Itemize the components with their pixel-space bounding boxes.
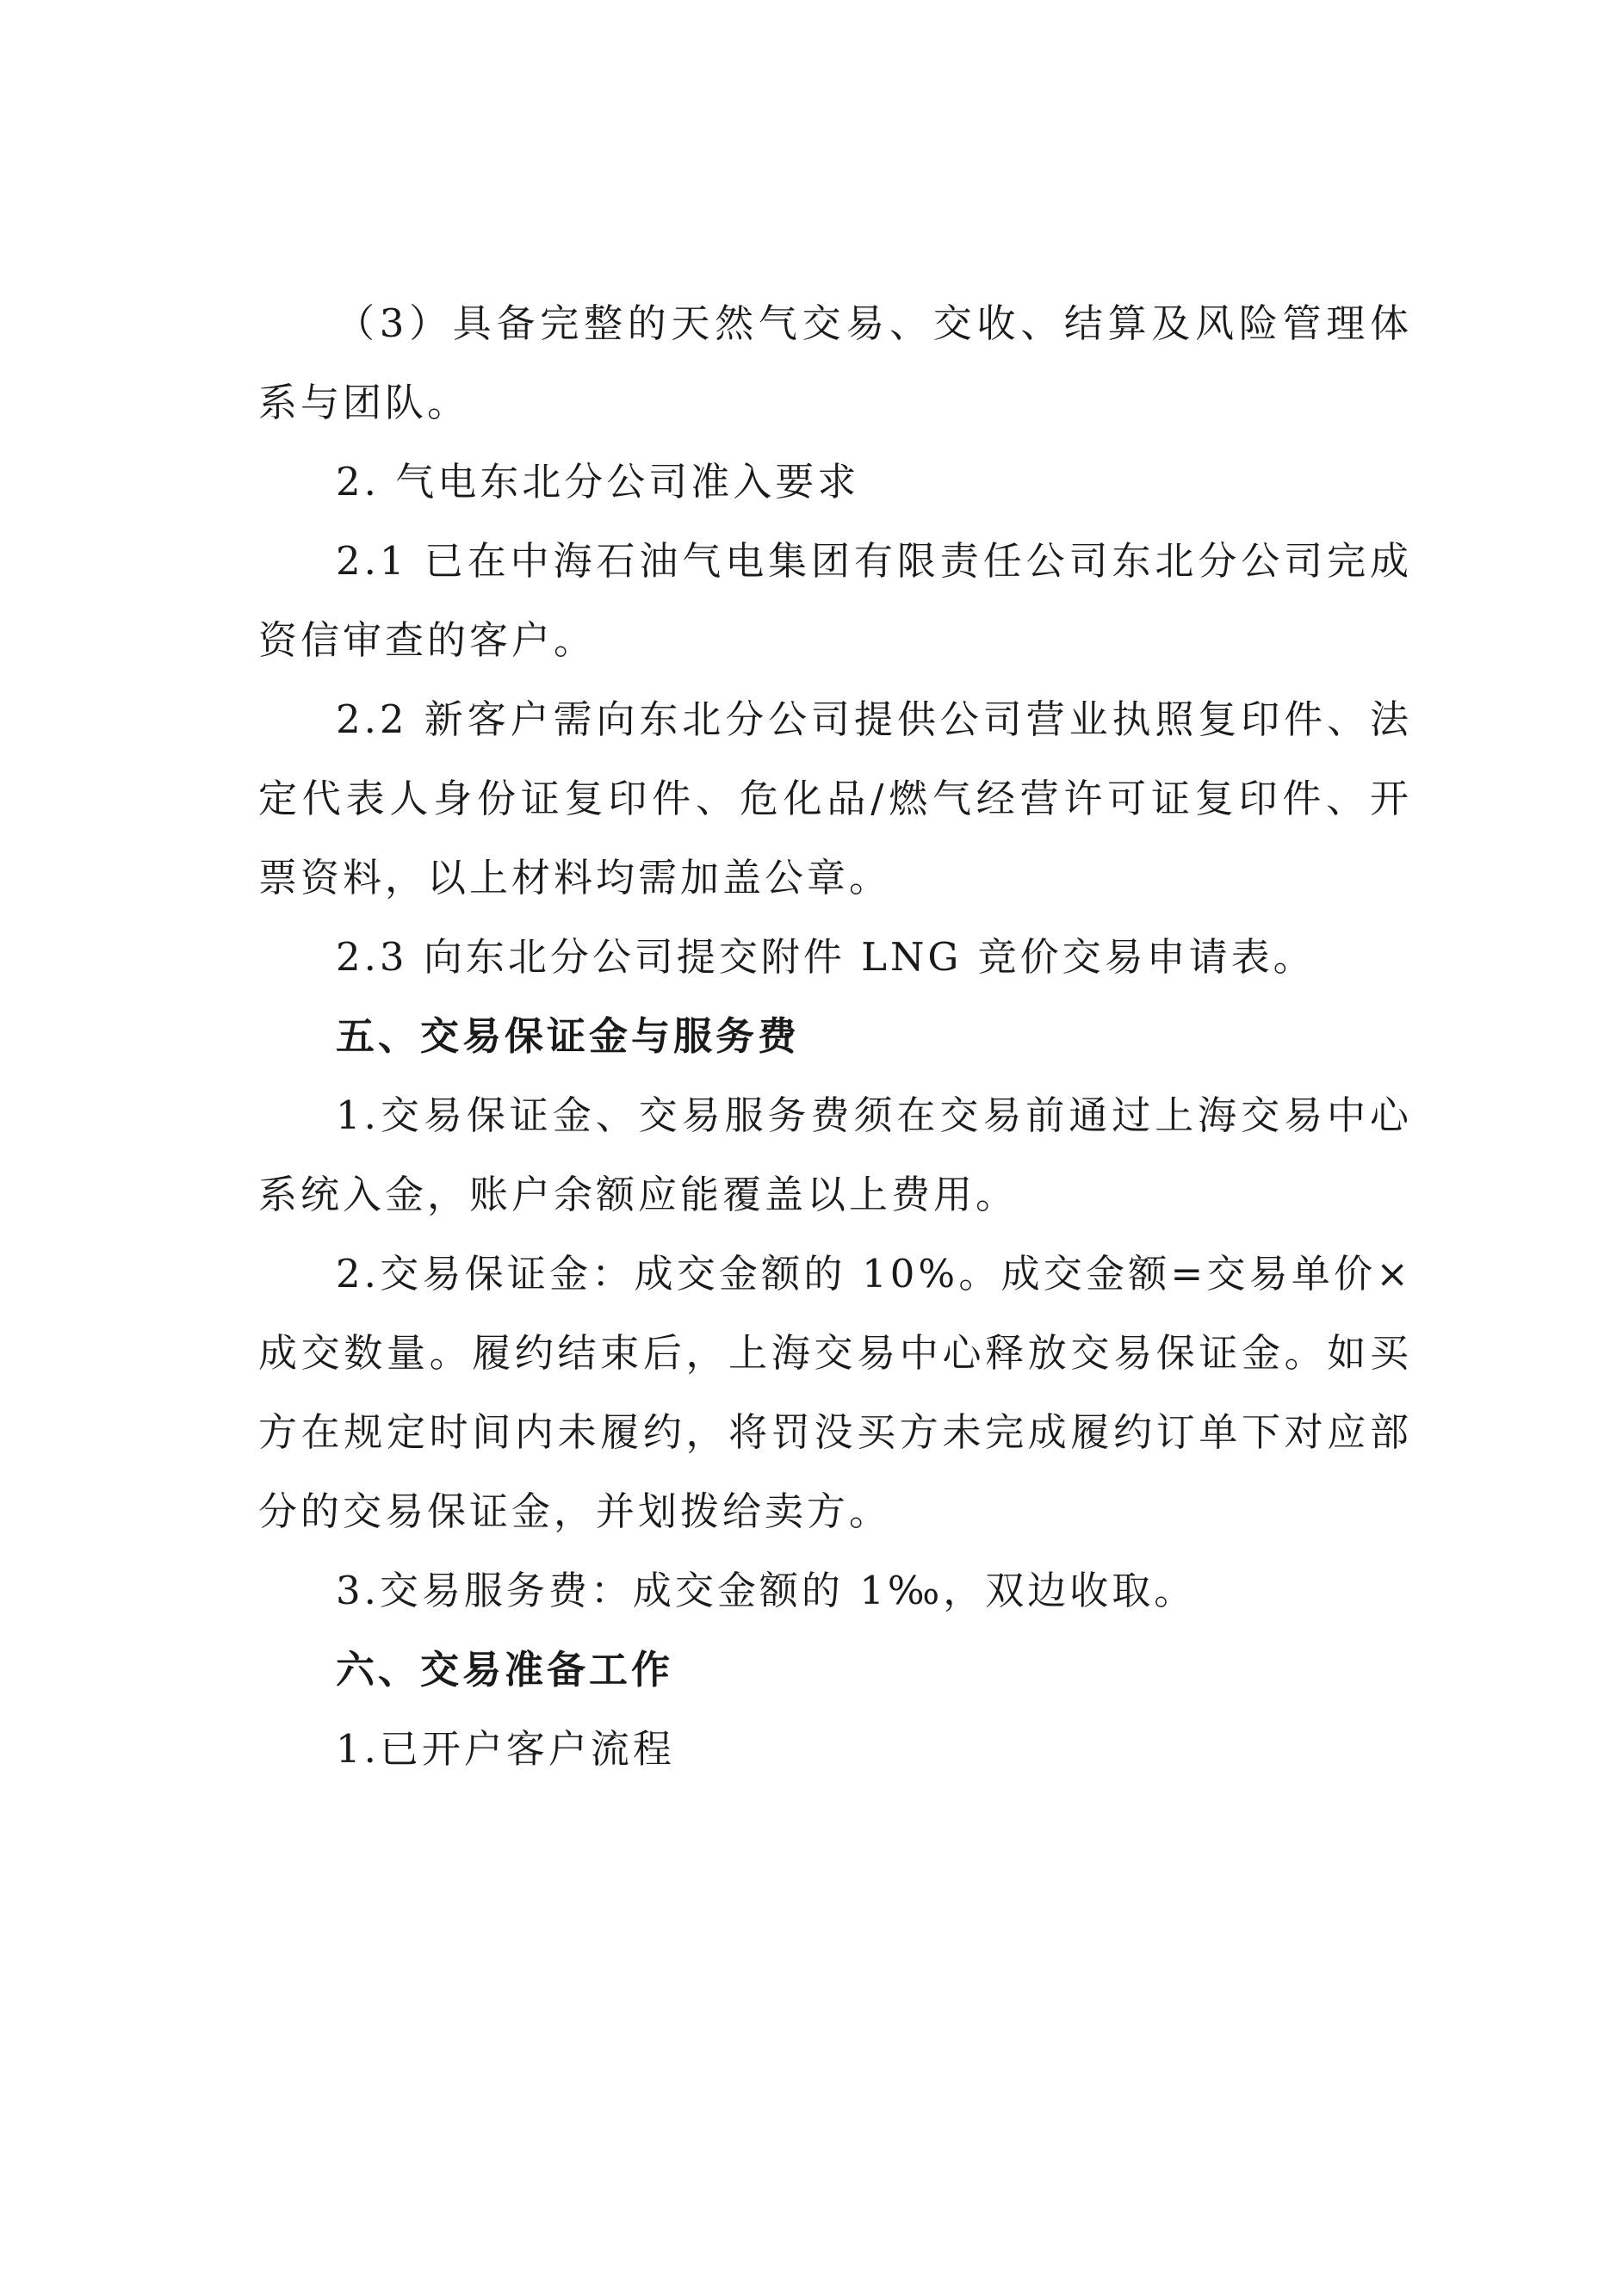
paragraph-5-2: 2.交易保证金：成交金额的 10%。成交金额=交易单价×成交数量。履约结束后，上海交易中心释放交易保证金。如买方在规定时间内未履约，将罚没买方未完成履约订单下对应部分的交易保证金，并划拨给卖方。 bbox=[258, 1251, 1412, 1534]
paragraph-5-3: 3.交易服务费：成交金额的 1‰，双边收取。 bbox=[336, 1568, 1197, 1613]
paragraph-5-1: 1.交易保证金、交易服务费须在交易前通过上海交易中心系统入金，账户余额应能覆盖以上费用。 bbox=[258, 1092, 1412, 1217]
paragraph-2-3: 2.3 向东北分公司提交附件 LNG 竞价交易申请表。 bbox=[336, 934, 1316, 980]
paragraph-requirement-3: （3）具备完整的天然气交易、交收、结算及风险管理体系与团队。 bbox=[258, 300, 1412, 425]
document-body bbox=[258, 284, 1412, 1789]
paragraph-2-2: 2.2 新客户需向东北分公司提供公司营业执照复印件、法定代表人身份证复印件、危化品/燃气经营许可证复印件、开票资料，以上材料均需加盖公章。 bbox=[258, 696, 1412, 900]
paragraph-2-1: 2.1 已在中海石油气电集团有限责任公司东北分公司完成资信审查的客户。 bbox=[258, 538, 1412, 663]
heading-section-6: 六、交易准备工作 bbox=[336, 1647, 674, 1693]
paragraph-section-2-title: 2. 气电东北分公司准入要求 bbox=[336, 459, 860, 504]
paragraph-6-1: 1.已开户客户流程 bbox=[336, 1726, 675, 1772]
heading-section-5: 五、交易保证金与服务费 bbox=[336, 1013, 801, 1059]
